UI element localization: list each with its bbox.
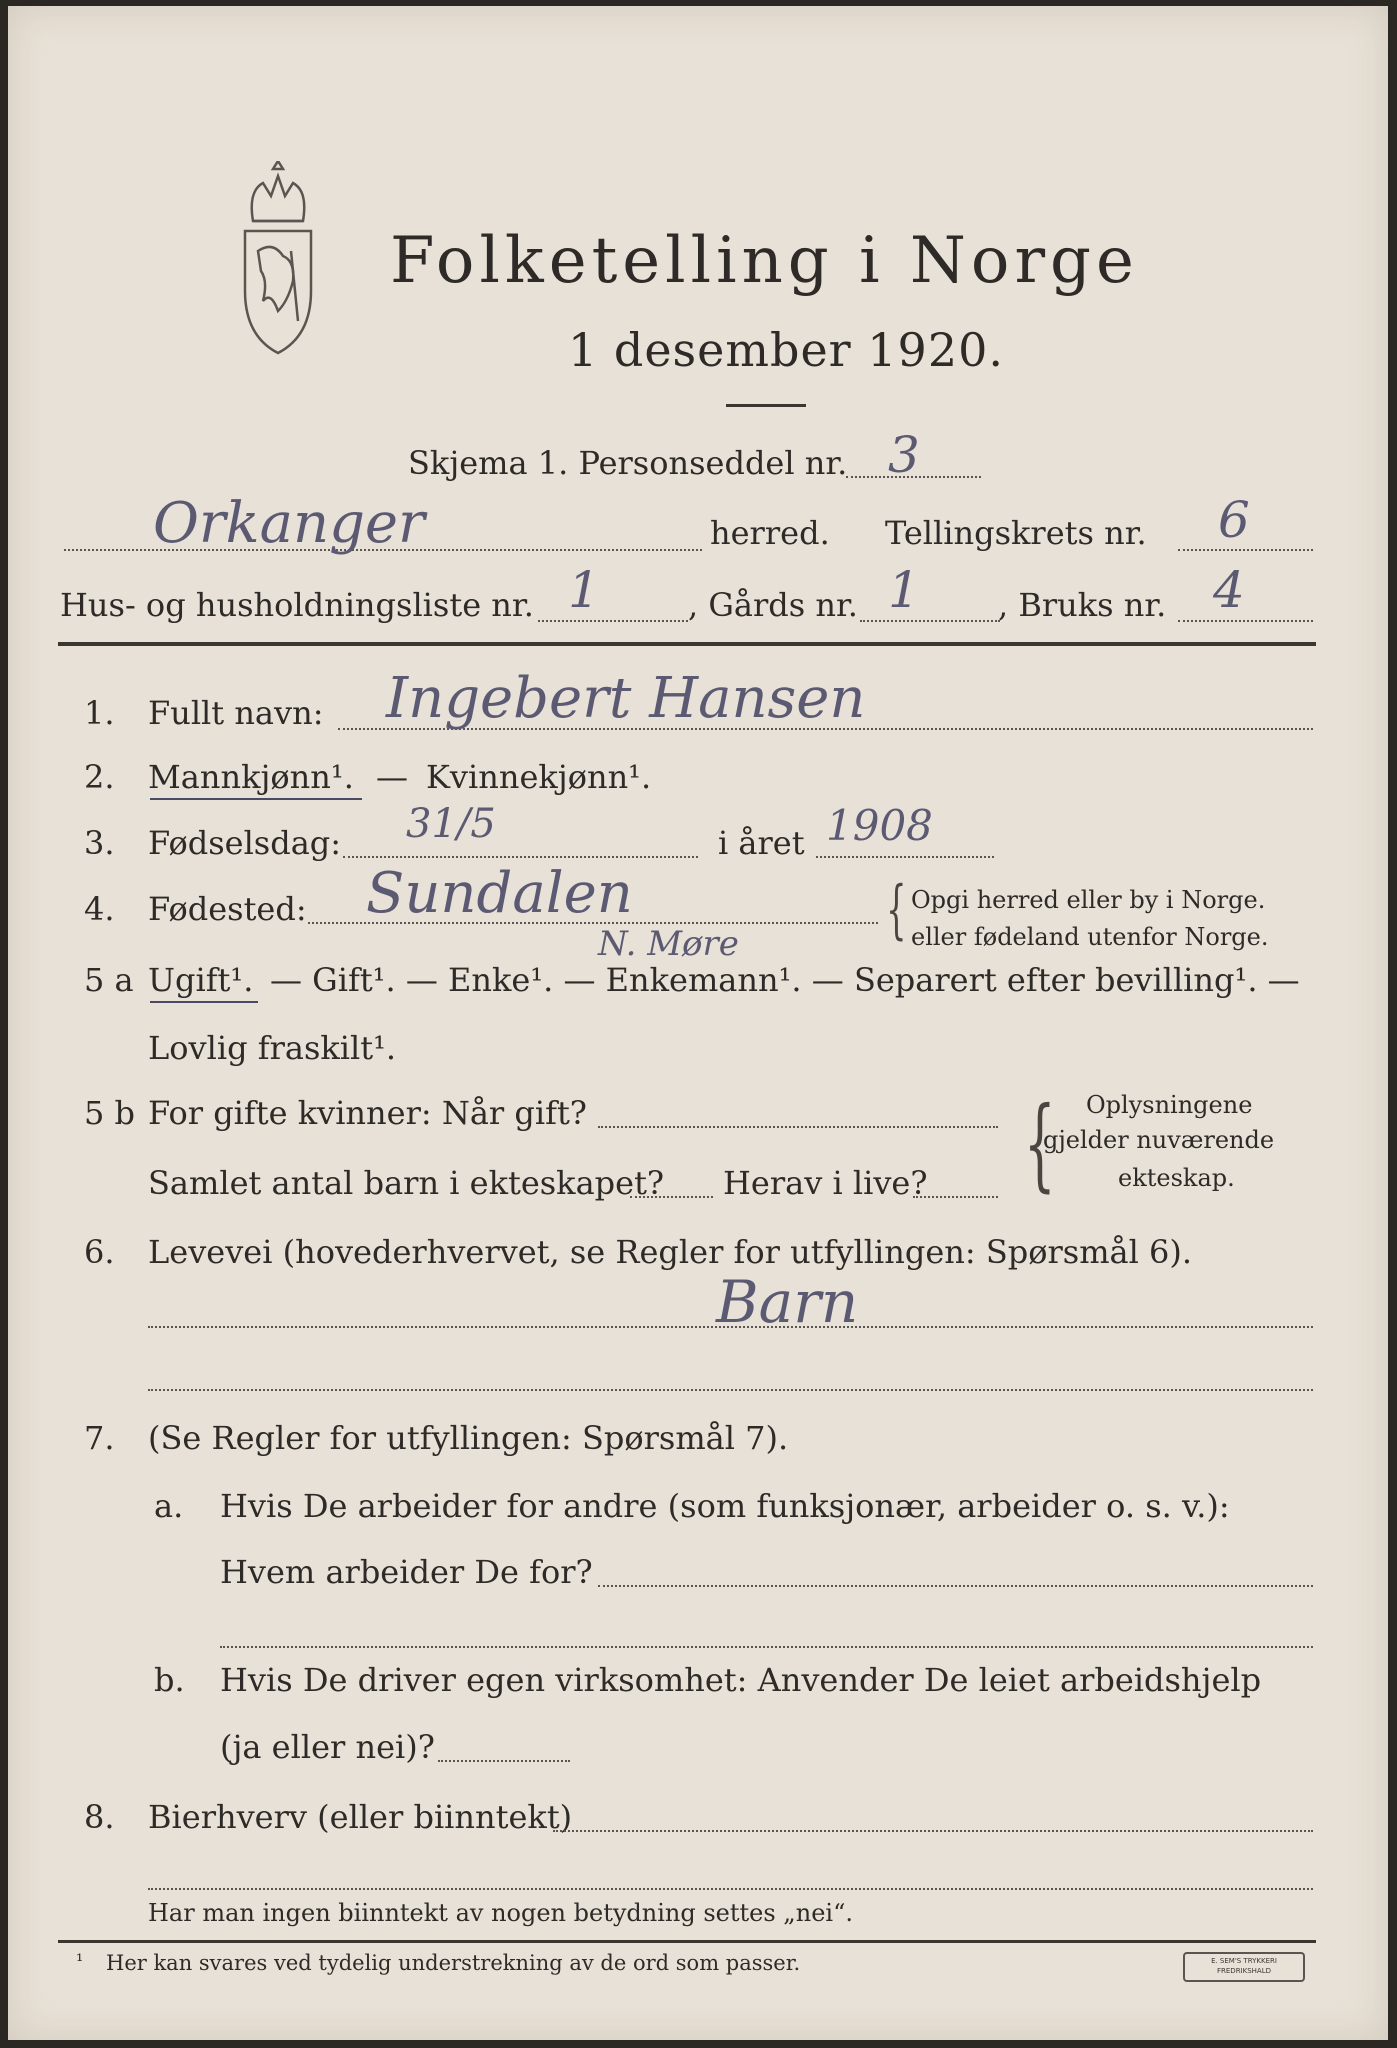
- q2-number: 2.: [84, 758, 115, 796]
- employer-field-2[interactable]: [220, 1646, 1313, 1648]
- gender-male-option[interactable]: Mannkjønn¹.: [148, 758, 354, 796]
- q5b-note-brace: {: [1023, 1085, 1056, 1202]
- gards-field[interactable]: [860, 620, 1000, 622]
- q5b-note-line3: ekteskap.: [1118, 1164, 1235, 1192]
- children-alive-label: Herav i live?: [723, 1164, 928, 1202]
- herred-label: herred.: [710, 514, 830, 552]
- herred-value: Orkanger: [153, 491, 425, 556]
- q3-number: 3.: [84, 824, 115, 862]
- personseddel-value: 3: [888, 426, 920, 484]
- status-other-options[interactable]: — Gift¹. — Enke¹. — Enkemann¹. — Separert efter bevilling¹. —: [270, 961, 1300, 999]
- q3-label: Fødselsdag:: [148, 824, 342, 862]
- occupation-value: Barn: [716, 1268, 859, 1336]
- census-form: [8, 6, 1388, 2040]
- birthplace-value: Sundalen: [366, 861, 633, 926]
- side-income-field-2[interactable]: [148, 1888, 1313, 1890]
- when-married-label: For gifte kvinner: Når gift?: [148, 1094, 587, 1132]
- occupation-field[interactable]: [148, 1326, 1313, 1328]
- q8-number: 8.: [84, 1798, 115, 1836]
- tellingskrets-value: 6: [1218, 491, 1250, 549]
- printer-stamp-text: E. SEM'S TRYKKERI FREDRIKSHALD: [1211, 1957, 1277, 1975]
- side-income-note: Har man ingen biinntekt av nogen betydning settes „nei“.: [148, 1899, 853, 1927]
- q4-note-line1: Opgi herred eller by i Norge.: [911, 886, 1266, 914]
- gards-label: , Gårds nr.: [688, 586, 858, 624]
- full-name-value: Ingebert Hansen: [386, 666, 866, 731]
- hired-help-field[interactable]: [438, 1760, 570, 1762]
- footer-divider: [58, 1940, 1316, 1943]
- status-unmarried-underline: [150, 1001, 258, 1003]
- birthyear-label: i året: [718, 824, 805, 862]
- status-divorced-option[interactable]: Lovlig fraskilt¹.: [148, 1029, 397, 1067]
- form-title: Folketelling i Norge: [390, 224, 1139, 298]
- birthplace-region-value: N. Møre: [598, 924, 739, 964]
- tellingskrets-field[interactable]: [1178, 549, 1313, 551]
- q4-note-line2: eller fødeland utenfor Norge.: [911, 923, 1269, 951]
- employer-field[interactable]: [598, 1585, 1313, 1587]
- occupation-field-2[interactable]: [148, 1389, 1313, 1391]
- when-married-field[interactable]: [598, 1126, 998, 1128]
- bruks-field[interactable]: [1178, 620, 1313, 622]
- gards-value: 1: [888, 561, 920, 619]
- footnote-marker: ¹: [76, 1951, 84, 1972]
- q5b-note-line2: gjelder nuværende: [1043, 1126, 1275, 1154]
- title-divider: [726, 404, 806, 407]
- bruks-value: 4: [1213, 561, 1245, 619]
- gender-female-option[interactable]: Kvinnekjønn¹.: [426, 758, 652, 796]
- census-date: 1 desember 1920.: [568, 323, 1004, 377]
- q7-label: (Se Regler for utfyllingen: Spørsmål 7).: [148, 1419, 789, 1457]
- header-divider: [58, 642, 1316, 646]
- hired-help-label: (ja eller nei)?: [220, 1728, 435, 1766]
- coat-of-arms-icon: [223, 161, 333, 361]
- q7a-text: Hvis De arbeider for andre (som funksjonær, arbeider o. s. v.):: [220, 1487, 1230, 1525]
- children-total-label: Samlet antal barn i ekteskapet?: [148, 1164, 665, 1202]
- printer-stamp: [1183, 1952, 1305, 1982]
- employer-label: Hvem arbeider De for?: [220, 1553, 593, 1591]
- q5b-note-line1: Oplysningene: [1086, 1091, 1253, 1119]
- tellingskrets-label: Tellingskrets nr.: [885, 514, 1147, 552]
- status-unmarried-option[interactable]: Ugift¹.: [148, 961, 254, 999]
- q6-label: Levevei (hovederhvervet, se Regler for utfyllingen: Spørsmål 6).: [148, 1233, 1193, 1271]
- footnote-text: Her kan svares ved tydelig understrekning av de ord som passer.: [106, 1951, 801, 1975]
- husliste-value: 1: [568, 561, 600, 619]
- q7b-text: Hvis De driver egen virksomhet: Anvender De leiet arbeidshjelp: [220, 1661, 1262, 1699]
- children-total-field[interactable]: [630, 1196, 713, 1198]
- q1-number: 1.: [84, 694, 115, 732]
- bruks-label: , Bruks nr.: [998, 586, 1167, 624]
- birthyear-value: 1908: [826, 801, 933, 850]
- birthyear-field[interactable]: [816, 856, 994, 858]
- q7b-letter: b.: [154, 1661, 185, 1699]
- q7-number: 7.: [84, 1419, 115, 1457]
- children-alive-field[interactable]: [913, 1196, 998, 1198]
- q4-note-brace: {: [886, 873, 907, 947]
- q5b-number: 5 b: [84, 1094, 136, 1132]
- birthdate-value: 31/5: [406, 801, 496, 847]
- birthdate-field[interactable]: [343, 856, 698, 858]
- q1-label: Fullt navn:: [148, 694, 324, 732]
- q6-number: 6.: [84, 1233, 115, 1271]
- husliste-label: Hus- og husholdningsliste nr.: [60, 586, 534, 624]
- q4-label: Fødested:: [148, 890, 307, 928]
- husliste-field[interactable]: [538, 620, 688, 622]
- side-income-field[interactable]: [553, 1830, 1313, 1832]
- gender-male-underline: [150, 798, 362, 800]
- gender-separator: —: [376, 758, 408, 796]
- q8-label: Bierhverv (eller biinntekt): [148, 1798, 573, 1836]
- q4-number: 4.: [84, 890, 115, 928]
- skjema-label: Skjema 1. Personseddel nr.: [408, 444, 848, 482]
- q5a-number: 5 a: [84, 961, 134, 999]
- q7a-letter: a.: [154, 1487, 184, 1525]
